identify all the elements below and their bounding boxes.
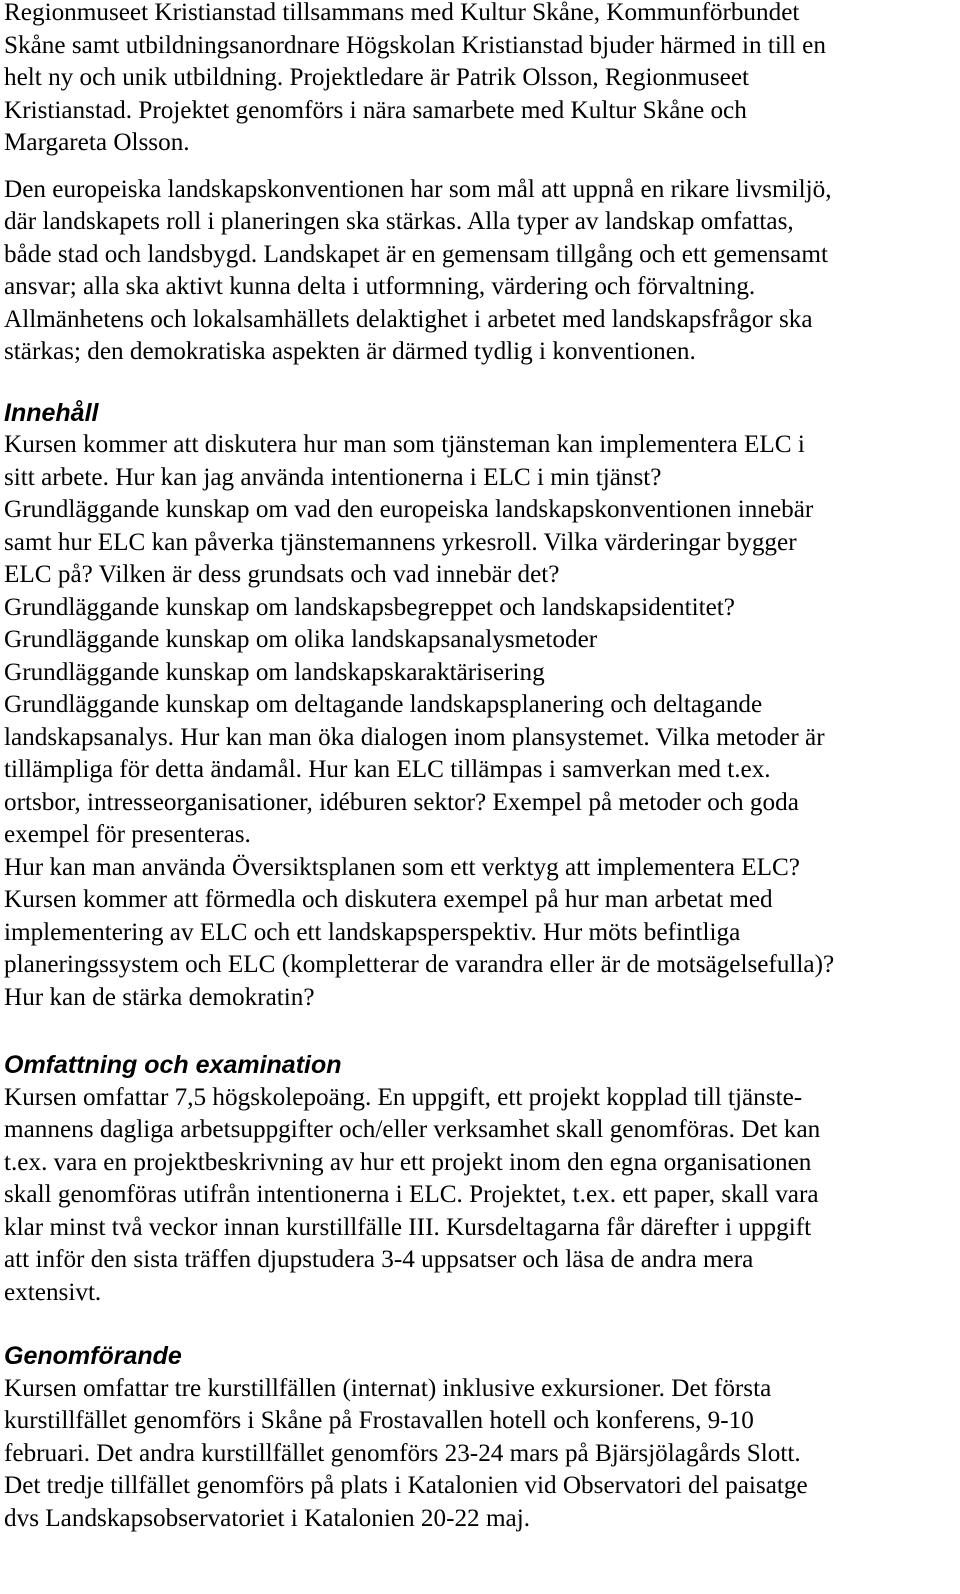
text-line: kurstillfället genomförs i Skåne på Frostavallen hotell och konferens, 9-10 bbox=[4, 1407, 754, 1434]
spacer bbox=[4, 369, 954, 397]
spacer bbox=[4, 160, 954, 174]
text-line: Kursen kommer att förmedla och diskutera exempel på hur man arbetat med bbox=[4, 886, 773, 913]
text-line: ELC på? Vilken är dess grundsats och vad innebär det? bbox=[4, 561, 560, 588]
innehall-paragraph bbox=[4, 429, 954, 1014]
text-line: att inför den sista träffen djupstudera 3-4 uppsatser och läsa de andra mera bbox=[4, 1246, 754, 1273]
text-line: Grundläggande kunskap om deltagande landskapsplanering och deltagande bbox=[4, 691, 763, 718]
text-line: Grundläggande kunskap om landskapsbegreppet och landskapsidentitet? bbox=[4, 593, 735, 621]
spacer bbox=[4, 1309, 954, 1340]
text-line: implementering av ELC och ett landskapsperspektiv. Hur möts befintliga bbox=[4, 918, 741, 946]
text-line: helt ny och unik utbildning. Projektledare är Patrik Olsson, Regionmuseet bbox=[4, 64, 750, 91]
heading-genomforande: Genomförande bbox=[4, 1342, 182, 1370]
text-line: Allmänhetens och lokalsamhällets delaktighet i arbetet med landskapsfrågor ska bbox=[4, 305, 813, 333]
heading-innehall: Innehåll bbox=[4, 398, 99, 427]
text-line: Margareta Olsson. bbox=[4, 129, 190, 156]
text-line: tillämpliga för detta ändamål. Hur kan ELC tillämpas i samverkan med t.ex. bbox=[4, 756, 771, 783]
text-line: extensivt. bbox=[4, 1278, 102, 1306]
text-line: t.ex. vara en projektbeskrivning av hur ett projekt inom den egna organisationen bbox=[4, 1148, 812, 1176]
text-line: skall genomföras utifrån intentionerna i ELC. Projektet, t.ex. ett paper, skall vara bbox=[4, 1181, 819, 1208]
text-line: dvs Landskapsobservatoriet i Katalonien 20-22 maj. bbox=[4, 1504, 531, 1532]
omfattning-paragraph bbox=[4, 1082, 954, 1310]
text-line: Grundläggande kunskap om olika landskapsanalysmetoder bbox=[4, 626, 598, 653]
text-line: Regionmuseet Kristianstad tillsammans med Kultur Skåne, Kommunförbundet bbox=[4, 0, 800, 26]
text-line: planeringssystem och ELC (kompletterar de varandra eller är de motsägelsefulla)? bbox=[4, 951, 835, 978]
text-line: både stad och landsbygd. Landskapet är en gemensam tillgång och ett gemensamt bbox=[4, 240, 828, 268]
text-line: Hur kan man använda Översiktsplanen som ett verktyg att implementera ELC? bbox=[4, 853, 800, 881]
text-line: Kursen kommer att diskutera hur man som tjänsteman kan implementera ELC i bbox=[4, 431, 805, 458]
text-line: Den europeiska landskapskonventionen har som mål att uppnå en rikare livsmiljö, bbox=[4, 175, 832, 203]
text-line: Kursen omfattar tre kurstillfällen (internat) inklusive exkursioner. Det första bbox=[4, 1374, 772, 1402]
text-line: exempel för presenteras. bbox=[4, 821, 251, 848]
text-line: Kursen omfattar 7,5 högskolepoäng. En uppgift, ett projekt kopplad till tjänste- bbox=[4, 1083, 803, 1111]
text-line: landskapsanalys. Hur kan man öka dialogen inom plansystemet. Vilka metoder är bbox=[4, 723, 825, 751]
text-line: Grundläggande kunskap om landskapskaraktärisering bbox=[4, 658, 545, 686]
text-line: mannens dagliga arbetsuppgifter och/eller verksamhet skall genomföras. Det kan bbox=[4, 1116, 821, 1143]
text-line: ortsbor, intresseorganisationer, idéburen sektor? Exempel på metoder och goda bbox=[4, 788, 799, 816]
text-line: samt hur ELC kan påverka tjänstemannens yrkesroll. Vilka värderingar bygger bbox=[4, 528, 797, 556]
text-line: Det tredje tillfället genomförs på plats i Katalonien vid Observatori del paisatge bbox=[4, 1472, 808, 1499]
intro-paragraph bbox=[4, 0, 954, 160]
text-line: där landskapets roll i planeringen ska stärkas. Alla typer av landskap omfattas, bbox=[4, 208, 794, 235]
text-line: klar minst två veckor innan kurstillfälle III. Kursdeltagarna får därefter i uppgift bbox=[4, 1213, 812, 1241]
text-line: Kristianstad. Projektet genomförs i nära samarbete med Kultur Skåne och bbox=[4, 96, 747, 124]
text-line: februari. Det andra kurstillfället genomförs 23-24 mars på Bjärsjölagårds Slott. bbox=[4, 1439, 801, 1467]
spacer bbox=[4, 1014, 954, 1049]
heading-omfattning: Omfattning och examination bbox=[4, 1051, 342, 1079]
text-line: Grundläggande kunskap om vad den europeiska landskapskonventionen innebär bbox=[4, 496, 814, 523]
text-line: Hur kan de stärka demokratin? bbox=[4, 983, 315, 1011]
text-line: Skåne samt utbildningsanordnare Högskolan Kristianstad bjuder härmed in till en bbox=[4, 31, 826, 59]
elc-paragraph bbox=[4, 174, 954, 369]
text-line: stärkas; den demokratiska aspekten är därmed tydlig i konventionen. bbox=[4, 338, 696, 365]
text-line: ansvar; alla ska aktivt kunna delta i utformning, värdering och förvaltning. bbox=[4, 273, 756, 300]
document-page bbox=[4, 0, 954, 1535]
text-line: sitt arbete. Hur kan jag använda intentionerna i ELC i min tjänst? bbox=[4, 463, 662, 491]
genomforande-paragraph bbox=[4, 1373, 954, 1536]
